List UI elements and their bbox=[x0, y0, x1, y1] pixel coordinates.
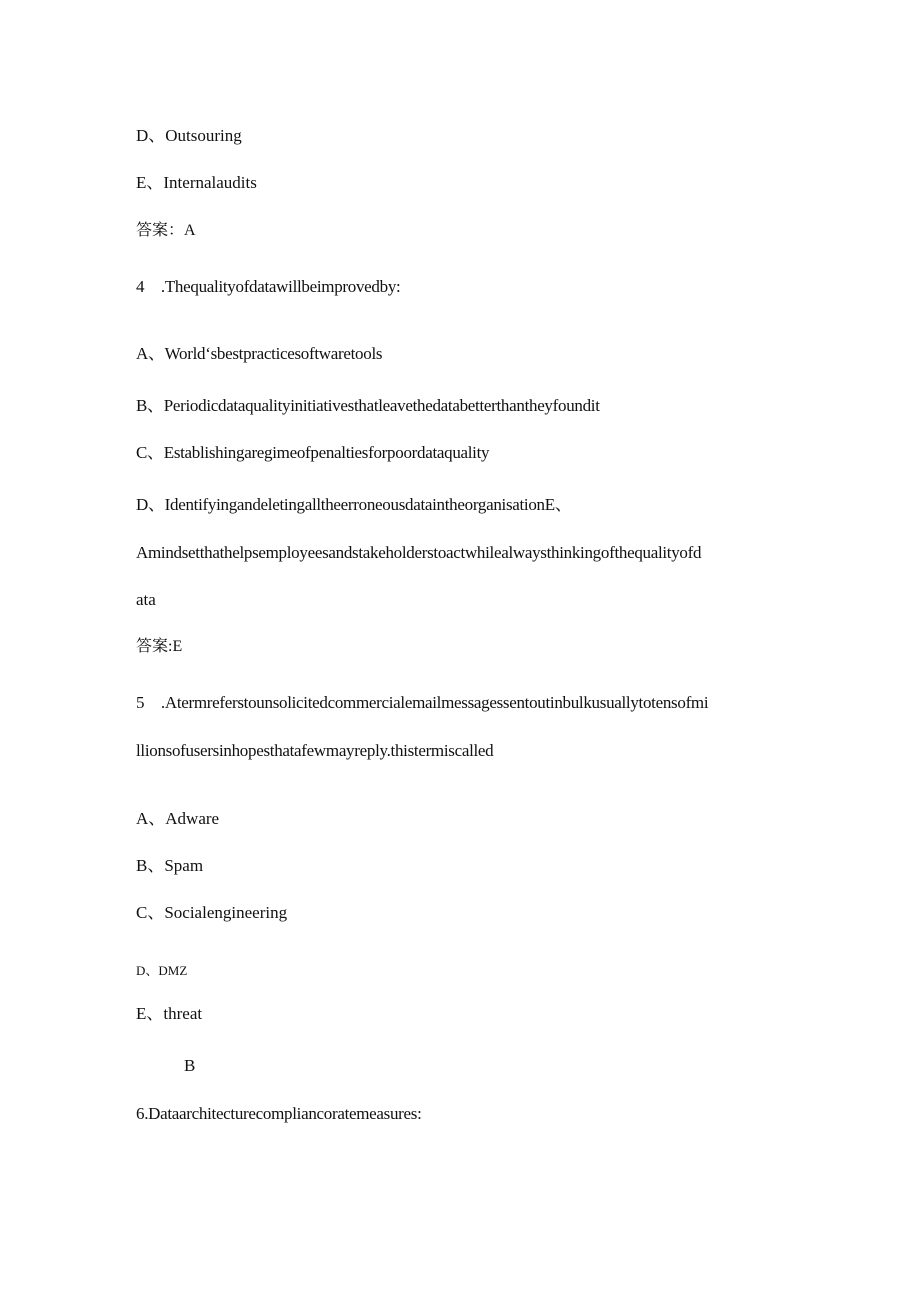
q5-question-line2: llionsofusersinhopesthatafewmayreply.thistermiscalled bbox=[136, 741, 494, 760]
q4-option-b: B、Periodicdataqualityinitiativesthatleavethedatabetterthantheyfoundit bbox=[136, 396, 600, 415]
q5-option-e: E、threat bbox=[136, 1004, 203, 1023]
q4-option-d: D、IdentifyingandeletingalltheerroneousdataintheorganisationE、 bbox=[136, 495, 572, 514]
q5-question-line1: 5 .Atermreferstounsolicitedcommercialemailmessagessentoutinbulkusuallytotensofmi bbox=[136, 693, 709, 712]
q3-option-d: D、Outsouring bbox=[136, 126, 242, 145]
q5-option-c: C、Socialengineering bbox=[136, 903, 288, 922]
q3-answer: 答案：A bbox=[136, 222, 196, 239]
q4-option-a: A、World‘sbestpracticesoftwaretools bbox=[136, 344, 383, 363]
q5-option-a: A、Adware bbox=[136, 809, 220, 828]
q5-answer: B bbox=[184, 1056, 196, 1075]
q4-option-c: C、Establishingaregimeofpenaltiesforpoordataquality bbox=[136, 443, 490, 462]
q5-option-d: D、DMZ bbox=[136, 963, 188, 978]
q3-option-e: E、Internalaudits bbox=[136, 173, 257, 192]
q4-option-e-line1: Amindsetthathelpsemployeesandstakeholderstoactwhilealwaysthinkingofthequalityofd bbox=[136, 543, 702, 562]
q4-option-e-line2: ata bbox=[136, 590, 156, 609]
q6-question: 6.Dataarchitecturecompliancoratemeasures: bbox=[136, 1104, 422, 1123]
q5-option-b: B、Spam bbox=[136, 856, 204, 875]
q4-question: 4 .Thequalityofdatawillbeimprovedby: bbox=[136, 277, 401, 296]
q4-answer: 答案:E bbox=[136, 638, 183, 655]
